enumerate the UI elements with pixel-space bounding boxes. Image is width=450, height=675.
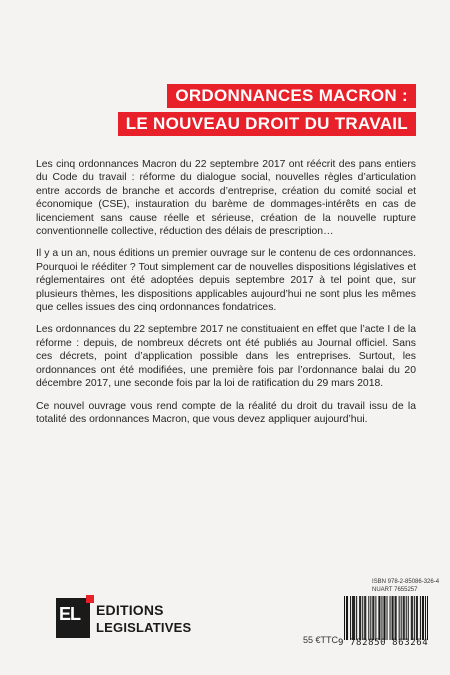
paragraph-3: Les ordonnances du 22 septembre 2017 ne constituaient en effet que l’acte I de la réforme : depuis, de nombreux décrets ont été publiés au Journal officiel. Sans ces décrets, point d’application possible dans les entreprises. Surtout, les ordonnances ont été modifiées, une première fois par l’ordonnance balai du 20 décembre 2017, une seconde fois par la loi de ratification du 29 mars 2018.: [36, 324, 416, 390]
barcode: [344, 596, 428, 640]
price: 55 €TTC: [303, 635, 339, 645]
publisher-name-line-1: EDITIONS: [96, 602, 164, 618]
back-cover-text: [36, 158, 416, 435]
logo-letters: EL: [59, 604, 81, 624]
publisher-logo: [56, 598, 196, 642]
isbn: ISBN 978-2-85086-326-4: [372, 579, 440, 585]
logo-red-dot: [86, 595, 94, 603]
publisher-name-line-2: LEGISLATIVES: [96, 620, 192, 635]
title-block: [125, 84, 416, 140]
nuart: NUART 7655257: [372, 587, 418, 593]
paragraph-4: Ce nouvel ouvrage vous rend compte de la réalité du droit du travail issu de la totalité des ordonnances Macron, que vous devez appliquer aujourd’hui.: [36, 400, 416, 425]
isbn-block: [372, 578, 439, 594]
title-line-2: LE NOUVEAU DROIT DU TRAVAIL: [118, 112, 416, 136]
title-line-1: ORDONNANCES MACRON :: [167, 84, 416, 108]
paragraph-2: Il y a un an, nous éditions un premier ouvrage sur le contenu de ces ordonnances. Pourquoi le rééditer ? Tout simplement car de nouvelles dispositions législatives et réglementaires ont été adoptées depuis septembre 2017 à tel point que, sur plusieurs thèmes, les dispositions applicables aujourd’hui ne sont plus les mêmes que celles issues des cinq ordonnances fondatrices.: [36, 248, 416, 314]
publisher-name: [96, 602, 191, 636]
publisher-logo-mark: [56, 598, 90, 638]
barcode-number: 9 782850 863264: [338, 638, 429, 648]
paragraph-1: Les cinq ordonnances Macron du 22 septembre 2017 ont réécrit des pans entiers du Code du travail : réforme du dialogue social, nouvelles règles d’articulation entre accords de branche et accords d’entreprise, création du comité social et économique (CSE), instauration du barème de dommages-intérêts en cas de licenciement sans cause réelle et sérieuse, création de la nouvelle rupture conventionnelle collective, réduction des délais de prescription…: [36, 159, 416, 238]
